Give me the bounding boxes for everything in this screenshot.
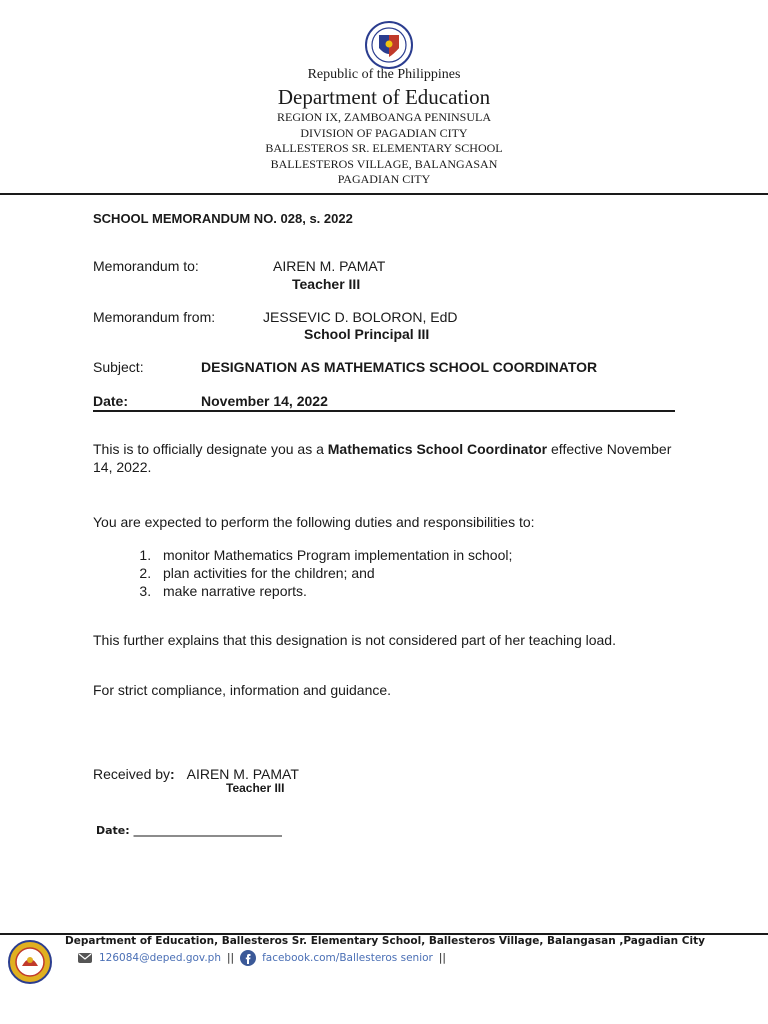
received-date-label: Date: <box>96 824 134 837</box>
footer-separator: || <box>226 952 235 964</box>
duty-item: 1. monitor Mathematics Program implementation in school; <box>155 546 512 564</box>
footer-facebook[interactable]: facebook.com/Ballesteros senior <box>262 952 433 964</box>
footer-address: Department of Education, Ballesteros Sr. Elementary School, Ballesteros Village, Balangasan ,Pagadian City <box>65 935 705 947</box>
designation-role: Mathematics School Coordinator <box>327 441 548 457</box>
date-value: November 14, 2022 <box>201 393 328 409</box>
republic-line: Republic of the Philippines <box>307 67 461 82</box>
received-by-title: Teacher III <box>226 781 285 795</box>
received-by-colon: : <box>170 766 175 782</box>
department-name: Department of Education <box>277 85 491 109</box>
footer-separator-end: || <box>438 952 446 964</box>
email-icon <box>77 952 93 964</box>
memo-from-title: School Principal III <box>304 326 430 342</box>
duty-item: 3. make narrative reports. <box>155 582 512 600</box>
memo-from-name: JESSEVIC D. BOLORON, EdD <box>263 309 458 325</box>
designation-text-end: effective November 14, 2022. <box>93 441 672 475</box>
received-date-line: ___________________________ <box>133 824 283 837</box>
compliance-note: For strict compliance, information and guidance. <box>93 682 392 698</box>
footer-contacts <box>77 950 446 966</box>
letterhead-address <box>0 110 768 188</box>
designation-text-start: This is to officially designate you as a <box>93 441 328 457</box>
designation-paragraph <box>93 440 673 476</box>
subject-label: Subject: <box>93 359 144 375</box>
subject-text: DESIGNATION AS MATHEMATICS SCHOOL COORDINATOR <box>201 359 598 375</box>
letterhead-divider <box>0 193 768 195</box>
received-by-label: Received by <box>93 766 171 782</box>
date-label: Date: <box>93 393 129 409</box>
teaching-load-note: This further explains that this designation is not considered part of her teaching load. <box>93 632 616 648</box>
address-line-division: DIVISION OF PAGADIAN CITY <box>300 125 468 140</box>
received-by-name: AIREN M. PAMAT <box>186 766 299 782</box>
address-line-region: REGION IX, ZAMBOANGA PENINSULA <box>277 110 491 124</box>
memo-header-divider <box>93 410 675 412</box>
memo-to-name: AIREN M. PAMAT <box>273 258 386 274</box>
memo-to-title: Teacher III <box>292 276 361 292</box>
duties-intro: You are expected to perform the following duties and responsibilities to: <box>93 514 535 530</box>
duty-item: 2. plan activities for the children; and <box>155 564 512 582</box>
school-logo <box>8 940 52 984</box>
received-date <box>96 824 282 837</box>
facebook-icon <box>240 950 256 966</box>
memo-number: SCHOOL MEMORANDUM NO. 028, s. 2022 <box>93 211 353 226</box>
duties-list <box>135 546 512 600</box>
address-line-city: PAGADIAN CITY <box>337 172 431 186</box>
footer-email[interactable]: 126084@deped.gov.ph <box>99 952 221 964</box>
deped-seal <box>364 20 414 70</box>
address-line-school: BALLESTEROS SR. ELEMENTARY SCHOOL <box>265 141 503 155</box>
memo-to-label: Memorandum to: <box>93 258 199 274</box>
address-line-village: BALLESTEROS VILLAGE, BALANGASAN <box>270 156 498 171</box>
memo-from-label: Memorandum from: <box>93 309 216 325</box>
